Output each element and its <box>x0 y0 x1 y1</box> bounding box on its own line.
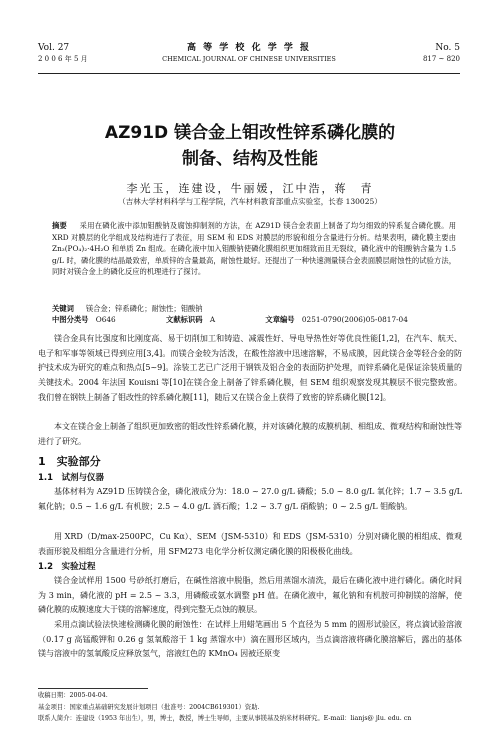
abstract-text: 采用在磷化液中添加钼酸钠及腐蚀抑制剂的方法，在 AZ91D 镁合金表面上制备了均匀细致的锌系复合磷化膜。用 XRD 对膜层的化学组成及结构进行了表征，用 SEM 和 EDS 对膜层的形貌和组分含量进行分析。结果表明，磷化膜主要由 Zn₃(PO₄)₂·4H₂O 和单质 Zn 组成。在磷化液中加入钼酸钠使磷化膜组织更加细致而且无裂纹，磷化液中的钼酸钠含量为 1.5 g/L 时，磷化膜的结晶最致密，单质锌的含量最高，耐蚀性最好。还提出了一种快速测量镁合金表面膜层耐蚀性的试验方法，同时对镁合金上的磷化反应的机理进行了探讨。 <box>52 221 456 276</box>
doc-code-label: 文献标识码 <box>166 315 203 324</box>
fund-note: 基金项目：国家重点基础研究发展计划项目（批准号：2004CB619301）资助. <box>38 703 260 711</box>
journal-name-en: CHEMICAL JOURNAL OF CHINESE UNIVERSITIES <box>162 55 336 63</box>
classification-row <box>52 314 456 325</box>
drop-test-paragraph: 采用点滴试验法快速检测磷化膜的耐蚀性：在试样上用蜡笔画出 5 个直径为 5 mm 的圆形试验区，将点滴试验溶液（0.17 g 高锰酸钾和 0.26 g 氢氧酸溶于 1 kg 蒸馏水中）滴在圆形区域内，当点滴溶液将磷化膜溶解后，露出的基体镁与溶液中的氢氧酸反应释放氢气，溶液红色的 KMnO₄ 因被还原变 <box>38 620 462 659</box>
affiliation: （吉林大学材料科学与工程学院，汽车材料教育部重点实验室，长春 130025） <box>118 197 382 206</box>
abstract <box>52 220 456 278</box>
intro-paragraph-1: 镁合金具有比强度和比刚度高、易于切削加工和铸造、减震性好、导电导热性好等优良性能[1,2]，在汽车、航天、电子和军事等领域已得到应用[3,4]。而镁合金较为活泼，在酸性溶液中迅速溶解，不易成膜，因此镁合金等轻合金的防护技术成为研究的难点和热点[5~9]。涂装工艺已广泛用于钢铁及铝合金的表面防护处理，而锌系磷化是保证涂装质量的关键技术。2004 年法国 Kouisni 等[10]在镁合金上制备了锌系磷化膜，但 SEM 组织观察发现其膜层不很完整致密。我们曾在钢铁上制备了钼改性的锌系磷化膜[11]，随后又在镁合金上获得了致密的锌系磷化膜[12]。 <box>38 334 462 402</box>
clc-value: O646 <box>95 315 116 324</box>
subsection-1-2: 1.2 实验过程 <box>38 562 96 572</box>
subsection-1-1: 1.1 试剂与仪器 <box>38 473 105 483</box>
footnote-rule <box>38 688 148 689</box>
journal-name-cn: 高 等 学 校 化 学 学 报 <box>187 43 311 53</box>
article-id-value: 0251-0790(2006)05-0817-04 <box>301 315 408 324</box>
intro-paragraph-2: 本文在镁合金上制备了组织更加致密的钼改性锌系磷化膜，并对该磷化膜的成膜机制、相组成、微观结构和耐蚀性等进行了研究。 <box>38 422 462 446</box>
doc-code-value: A <box>209 315 216 324</box>
article-id-label: 文章编号 <box>265 315 295 324</box>
reagents-paragraph: 基体材料为 AZ91D 压铸镁合金，磷化液成分为：18.0 ~ 27.0 g/L 磷酸；5.0 ~ 8.0 g/L 氧化锌；1.7 ~ 3.5 g/L 氟化钠；0.5 ~ 1.6 g/L 有机胺；2.5 ~ 4.0 g/L 酒石酸；1.2 ~ 3.7 g/L 硝酸钠；0 ~ 2.5 g/L 钼酸钠。 <box>38 487 462 511</box>
volume: Vol. 27 <box>38 43 70 53</box>
contact-note: 联系人简介：连建设（1953 年出生），男，博士，教授，博士生导师，主要从事镁基及纳米材料研究。E-mail：lianjs@ jlu. edu. cn <box>38 715 412 722</box>
page-range: 817 ~ 820 <box>422 55 460 63</box>
header-center <box>38 43 460 65</box>
title-line-2: 制备、结构及性能 <box>182 149 318 169</box>
authors: 李光玉，连建设，牛丽媛，江中浩，蒋 青 <box>126 182 374 195</box>
keywords-label: 关键词 <box>52 304 74 313</box>
abstract-label: 摘要 <box>52 221 68 230</box>
running-header <box>38 43 460 74</box>
header-right <box>423 43 460 65</box>
issue-date: 2 0 0 6 年 5 月 <box>38 55 88 63</box>
section-heading-1: 1 实验部分 <box>38 455 101 468</box>
clc-label: 中图分类号 <box>52 315 89 324</box>
footnotes <box>38 690 462 725</box>
paper-title <box>0 120 500 172</box>
keywords <box>52 303 456 314</box>
keywords-text: 镁合金；锌系磷化；耐蚀性；钼酸钠 <box>85 304 203 313</box>
procedure-paragraph: 镁合金试样用 1500 号砂纸打磨后，在碱性溶液中脱脂，然后用蒸馏水清洗，最后在磷化液中进行磷化。磷化时间为 3 min，磷化液的 pH = 2.5 ~ 3.3，用磷酸或氨水调整 pH 值。在磷化液中，氟化钠和有机胺可抑制镁的溶解，使磷化膜的成膜速度大于镁的溶解速度，得到完整无点蚀的膜层。 <box>38 576 462 615</box>
title-line-1: AZ91D 镁合金上钼改性锌系磷化膜的 <box>104 123 396 143</box>
issue-number: No. 5 <box>435 43 460 53</box>
article-metadata <box>52 303 456 325</box>
instruments-paragraph: 用 XRD（D/max-2500PC，Cu Kα）、SEM（JSM-5310）和 EDS（JSM-5310）分别对磷化膜的相组成、微观表面形貌及相组分含量进行分析，用 SFM273 电化学分析仪测定磷化膜的阳极极化曲线。 <box>38 532 462 556</box>
received-date: 收稿日期：2005-04-04. <box>38 692 108 699</box>
